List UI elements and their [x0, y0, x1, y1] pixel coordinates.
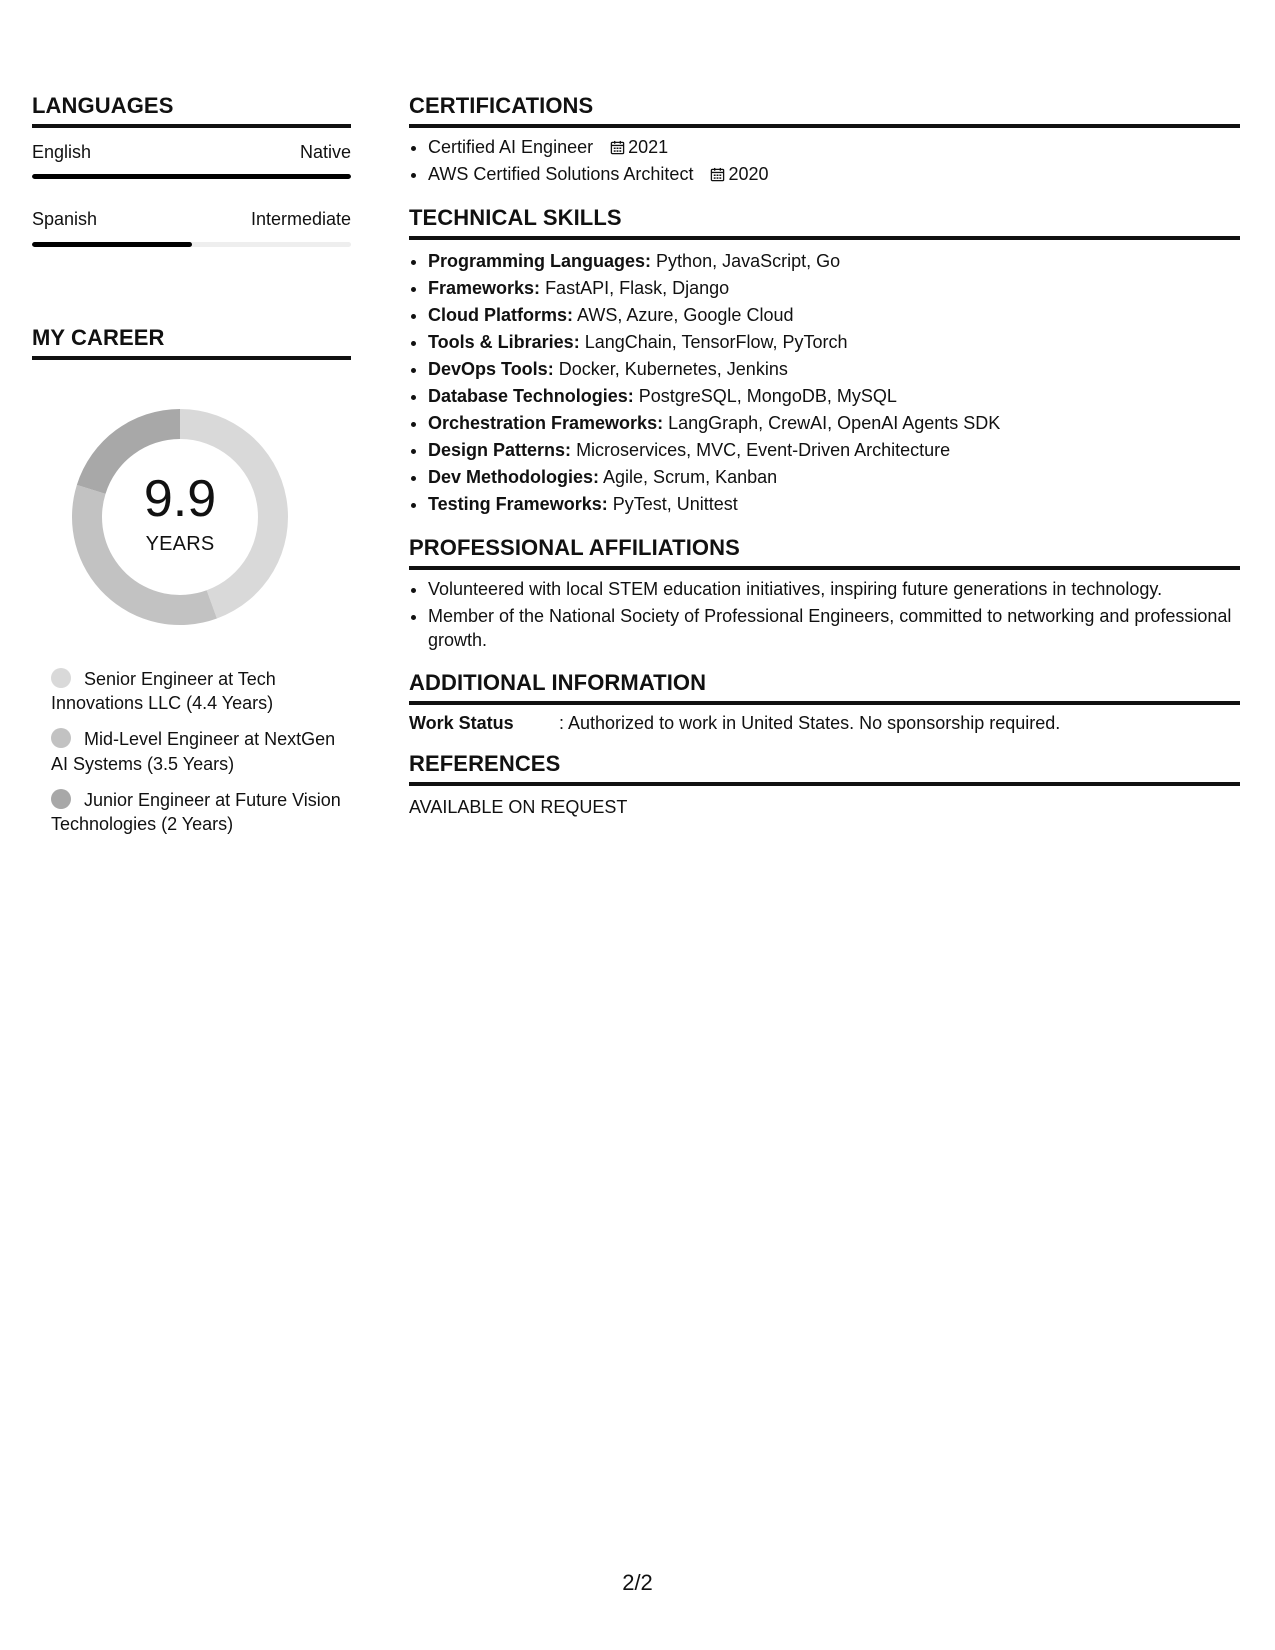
career-legend-label: Mid-Level Engineer at NextGen AI Systems (3.5 Years) — [51, 729, 336, 774]
language-name: Spanish — [32, 209, 98, 230]
skill-category: Tools & Libraries: — [428, 332, 580, 353]
career-legend — [51, 667, 351, 837]
skill-values: PostgreSQL, MongoDB, MySQL — [638, 386, 897, 407]
skill-item — [428, 248, 1240, 275]
donut-center — [67, 404, 293, 630]
references-section — [409, 752, 1240, 818]
skill-values: FastAPI, Flask, Django — [545, 278, 730, 299]
certification-name: Certified AI Engineer — [428, 137, 594, 158]
skill-category: Orchestration Frameworks: — [428, 413, 664, 434]
skill-item — [428, 383, 1240, 410]
skill-values: PyTest, Unittest — [612, 494, 738, 515]
languages-heading: LANGUAGES — [32, 94, 351, 128]
career-legend-item — [51, 727, 351, 776]
career-section — [32, 326, 351, 837]
skill-values: Microservices, MVC, Event-Driven Architecture — [576, 440, 951, 461]
language-proficiency-bar — [32, 242, 351, 247]
references-text: AVAILABLE ON REQUEST — [409, 797, 628, 818]
affiliations-list — [409, 578, 1240, 653]
certification-item — [428, 134, 1240, 161]
legend-dot-icon — [51, 668, 71, 688]
language-row — [32, 207, 351, 231]
skill-item — [428, 410, 1240, 437]
calendar-icon — [710, 167, 725, 182]
technical-skills-section — [409, 206, 1240, 518]
certification-name: AWS Certified Solutions Architect — [428, 164, 694, 185]
legend-dot-icon — [51, 789, 71, 809]
right-column — [409, 94, 1240, 818]
certification-item — [428, 161, 1240, 188]
language-proficiency-fill — [32, 174, 351, 179]
affiliation-item: • Volunteered with local STEM education initiatives, inspiring future generations in technology. — [428, 578, 1240, 602]
skill-values: LangChain, TensorFlow, PyTorch — [584, 332, 848, 353]
skill-item — [428, 302, 1240, 329]
career-donut-chart — [67, 404, 293, 630]
work-status-row — [409, 713, 1240, 734]
skill-category: Testing Frameworks: — [428, 494, 608, 515]
skill-category: Database Technologies: — [428, 386, 634, 407]
affiliations-section — [409, 536, 1240, 653]
skill-values: LangGraph, CrewAI, OpenAI Agents SDK — [668, 413, 1001, 434]
additional-info-section — [409, 671, 1240, 734]
career-heading: MY CAREER — [32, 326, 351, 360]
career-legend-item — [51, 788, 351, 837]
additional-info-heading: ADDITIONAL INFORMATION — [409, 671, 1240, 705]
skill-category: Frameworks: — [428, 278, 541, 299]
skill-item — [428, 356, 1240, 383]
certifications-heading: CERTIFICATIONS — [409, 94, 1240, 128]
skill-category: Design Patterns: — [428, 440, 572, 461]
language-item-english — [32, 140, 351, 179]
language-proficiency-bar — [32, 174, 351, 179]
skill-item — [428, 464, 1240, 491]
skill-category: Programming Languages: — [428, 251, 652, 272]
skill-item — [428, 491, 1240, 518]
skill-category: Cloud Platforms: — [428, 305, 574, 326]
skill-category: DevOps Tools: — [428, 359, 554, 380]
language-proficiency-fill — [32, 242, 192, 247]
language-level: Intermediate — [250, 209, 351, 230]
certifications-section — [409, 94, 1240, 188]
skill-values: Agile, Scrum, Kanban — [603, 467, 778, 488]
skill-item — [428, 329, 1240, 356]
skill-values: Docker, Kubernetes, Jenkins — [558, 359, 788, 380]
career-total-value: 9.9 — [143, 470, 217, 529]
language-level: Native — [299, 142, 351, 163]
references-heading: REFERENCES — [409, 752, 1240, 786]
affiliation-item: • Member of the National Society of Professional Engineers, committed to networking and professional growth. — [428, 605, 1240, 653]
technical-skills-list — [409, 248, 1240, 518]
skill-category: Dev Methodologies: — [428, 467, 600, 488]
calendar-icon — [610, 140, 625, 155]
left-column — [32, 94, 351, 849]
work-status-value: : Authorized to work in United States. No sponsorship required. — [559, 713, 1061, 734]
affiliations-heading: PROFESSIONAL AFFILIATIONS — [409, 536, 1240, 570]
career-legend-label: Senior Engineer at Tech Innovations LLC (4.4 Years) — [51, 668, 276, 714]
career-legend-label: Junior Engineer at Future Vision Technologies (2 Years) — [51, 789, 341, 835]
skill-item — [428, 275, 1240, 302]
skill-values: AWS, Azure, Google Cloud — [577, 305, 794, 326]
career-total-label: YEARS — [145, 533, 215, 556]
certification-year: 2020 — [728, 164, 769, 185]
languages-section — [32, 94, 351, 247]
certification-year: 2021 — [628, 137, 669, 158]
skill-item — [428, 437, 1240, 464]
language-item-spanish — [32, 207, 351, 246]
work-status-label: Work Status — [409, 713, 514, 734]
technical-skills-heading: TECHNICAL SKILLS — [409, 206, 1240, 240]
career-legend-item — [51, 667, 351, 716]
language-name: English — [32, 142, 92, 163]
language-row — [32, 140, 351, 164]
legend-dot-icon — [51, 728, 71, 748]
skill-values: Python, JavaScript, Go — [656, 251, 841, 272]
certifications-list — [409, 134, 1240, 188]
page-number: 2/2 — [622, 1570, 653, 1595]
